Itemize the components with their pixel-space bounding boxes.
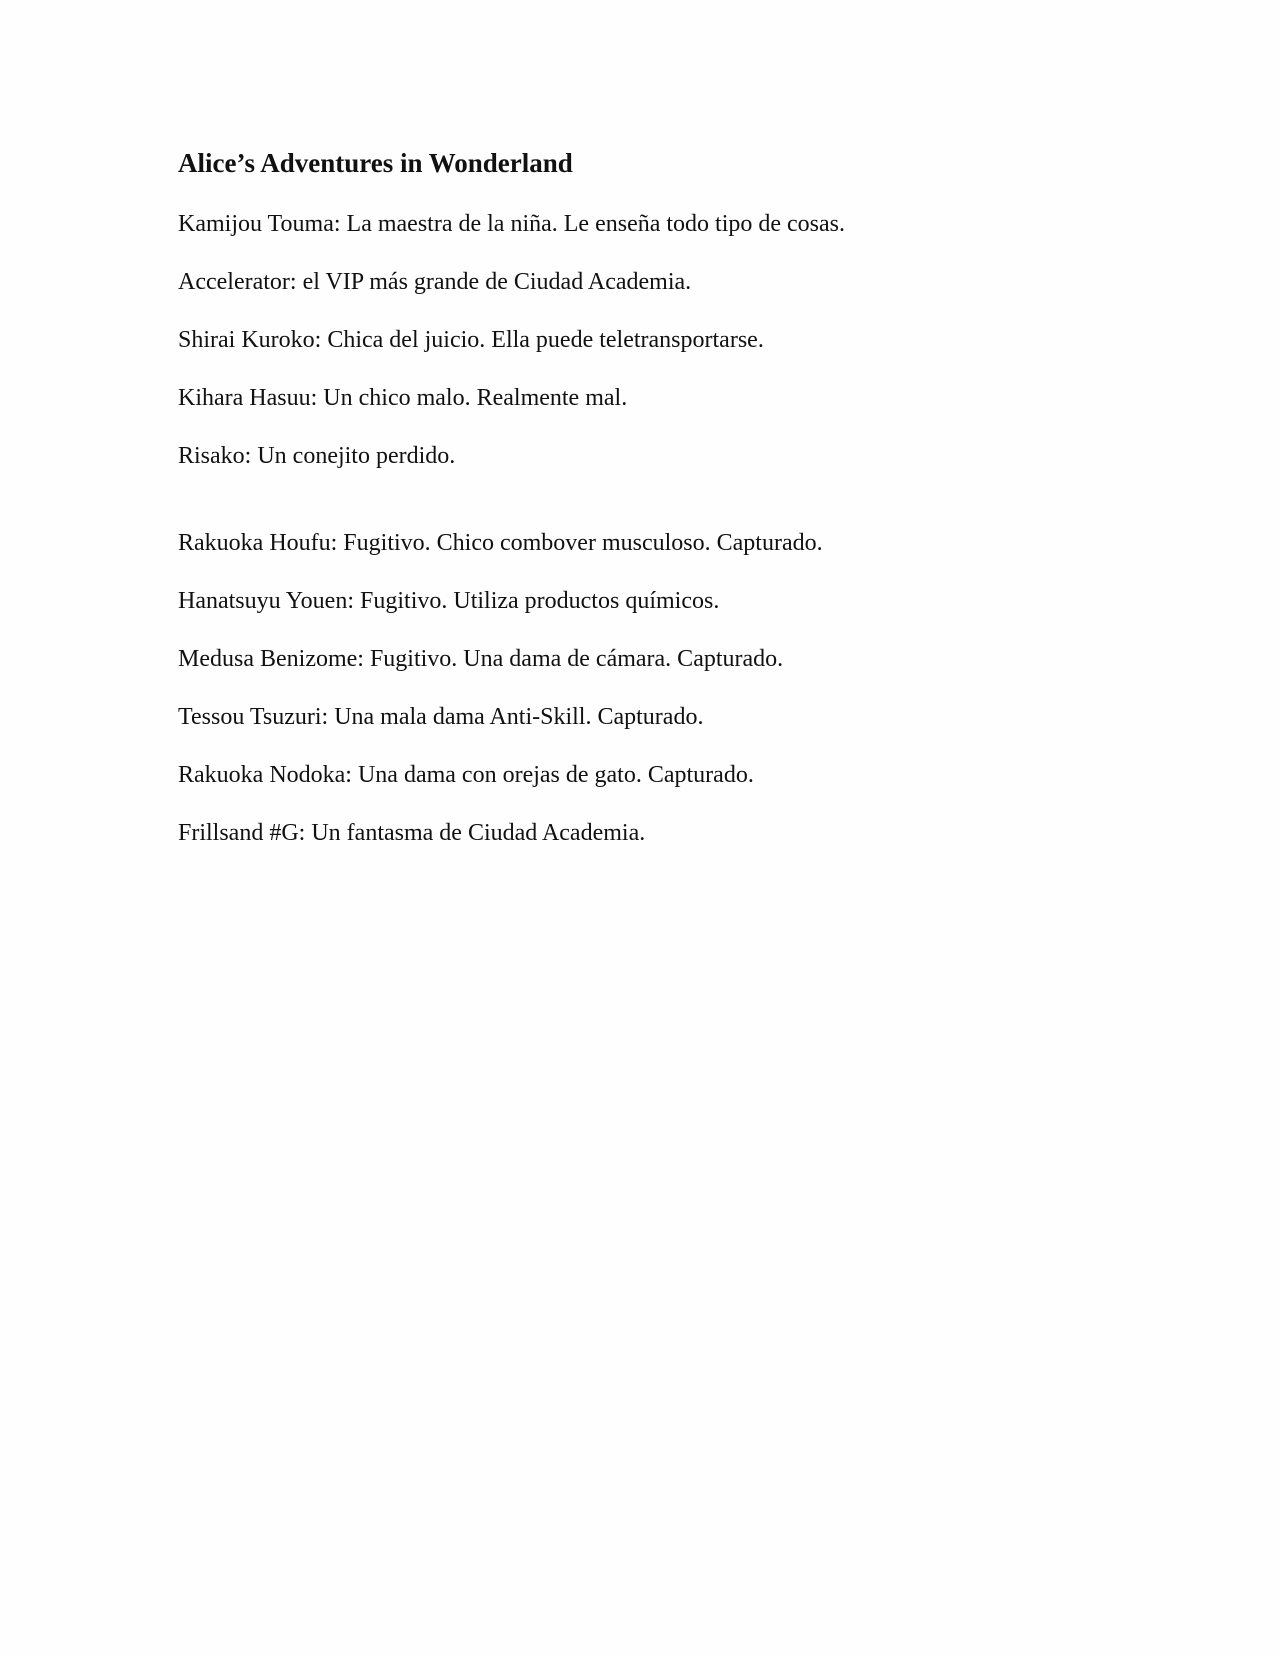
- character-entry: Medusa Benizome: Fugitivo. Una dama de cámara. Capturado.: [178, 646, 784, 672]
- character-entry: Frillsand #G: Un fantasma de Ciudad Academia.: [178, 820, 646, 846]
- character-entry: Tessou Tsuzuri: Una mala dama Anti-Skill. Capturado.: [178, 704, 704, 730]
- character-entry: Rakuoka Nodoka: Una dama con orejas de gato. Capturado.: [178, 762, 754, 788]
- document-title: Alice’s Adventures in Wonderland: [178, 148, 573, 178]
- character-entry: Shirai Kuroko: Chica del juicio. Ella puede teletransportarse.: [178, 327, 764, 353]
- character-entry: Rakuoka Houfu: Fugitivo. Chico combover musculoso. Capturado.: [178, 530, 823, 556]
- character-entry: Accelerator: el VIP más grande de Ciudad Academia.: [178, 269, 692, 295]
- character-entry: Hanatsuyu Youen: Fugitivo. Utiliza productos químicos.: [178, 588, 720, 614]
- character-entry: Kihara Hasuu: Un chico malo. Realmente mal.: [178, 385, 628, 411]
- character-entry: Risako: Un conejito perdido.: [178, 443, 456, 469]
- character-entry: Kamijou Touma: La maestra de la niña. Le enseña todo tipo de cosas.: [178, 211, 846, 237]
